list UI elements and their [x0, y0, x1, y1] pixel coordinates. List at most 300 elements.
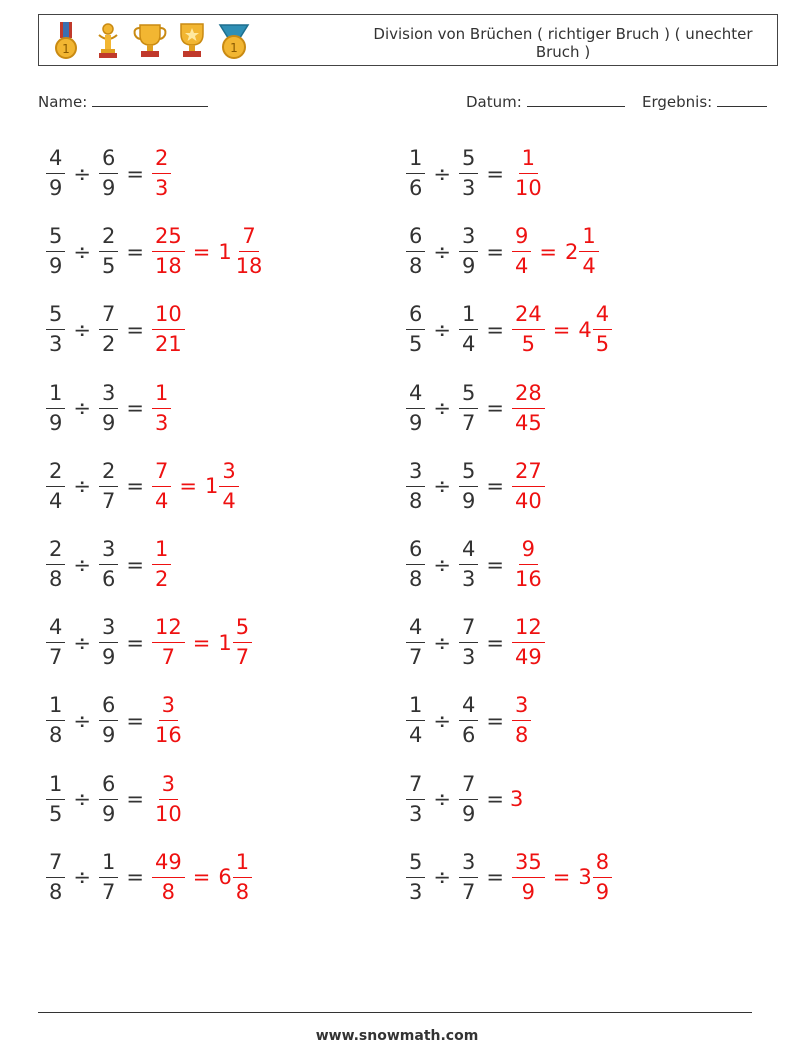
- fraction: [99, 458, 118, 515]
- problem-item: [404, 223, 601, 280]
- fraction: [46, 536, 65, 593]
- denominator: 3: [409, 879, 423, 904]
- divide-sign: ÷: [433, 396, 451, 421]
- denominator: 4: [222, 488, 236, 513]
- divide-sign: ÷: [433, 474, 451, 499]
- denominator: 9: [101, 801, 116, 826]
- fraction: [152, 692, 185, 749]
- fraction: [512, 692, 531, 749]
- numerator: 1: [46, 692, 65, 721]
- denominator: 4: [49, 488, 63, 513]
- fraction: [512, 145, 545, 202]
- denominator: 9: [595, 879, 610, 904]
- mixed-fraction: [233, 614, 252, 671]
- fraction: [406, 771, 425, 828]
- denominator: 3: [49, 332, 63, 357]
- equals-sign: =: [126, 396, 144, 421]
- mixed-fraction: [579, 223, 598, 280]
- divide-sign: ÷: [73, 708, 91, 733]
- numerator: 4: [459, 692, 478, 721]
- denominator: 6: [461, 723, 476, 748]
- fraction: [46, 145, 65, 202]
- problem-item: [44, 692, 187, 749]
- numerator: 4: [406, 380, 425, 409]
- denominator: 4: [154, 488, 169, 513]
- equals-sign: =: [192, 865, 211, 890]
- denominator: 3: [461, 645, 476, 670]
- denominator: 18: [235, 254, 263, 279]
- numerator: 6: [99, 145, 118, 174]
- divide-sign: ÷: [73, 787, 91, 812]
- mixed-number: [203, 458, 241, 515]
- numerator: 7: [99, 301, 118, 330]
- fraction: [46, 223, 65, 280]
- divide-sign: ÷: [433, 317, 451, 342]
- divide-sign: ÷: [73, 239, 91, 264]
- denominator: 9: [101, 176, 116, 200]
- fraction: [99, 536, 118, 593]
- numerator: 4: [593, 301, 612, 330]
- denominator: 8: [235, 879, 250, 904]
- mixed-whole: 1: [218, 630, 232, 655]
- numerator: 3: [159, 692, 178, 721]
- fraction: [152, 145, 171, 202]
- denominator: 10: [514, 176, 542, 200]
- equals-sign: =: [126, 239, 144, 264]
- mixed-fraction: [593, 849, 612, 906]
- footer-url: www.snowmath.com: [315, 1028, 479, 1044]
- denominator: 7: [49, 645, 63, 670]
- fraction: [46, 614, 65, 671]
- equals-sign: =: [126, 161, 144, 186]
- numerator: 3: [99, 614, 118, 643]
- denominator: 16: [154, 723, 182, 748]
- fraction: [406, 301, 425, 358]
- equals-sign: =: [486, 552, 504, 577]
- fraction: [406, 145, 425, 202]
- numerator: 28: [512, 380, 545, 409]
- divide-sign: ÷: [73, 865, 91, 890]
- numerator: 3: [459, 223, 478, 252]
- numerator: 3: [406, 458, 425, 487]
- denominator: 4: [409, 723, 423, 748]
- denominator: 9: [49, 410, 63, 435]
- numerator: 12: [152, 614, 185, 643]
- mixed-number: [216, 223, 267, 280]
- trophy-cup-icon: [131, 21, 169, 61]
- fraction: [459, 771, 478, 828]
- denominator: 5: [49, 801, 63, 826]
- fraction: [459, 692, 478, 749]
- denominator: 45: [514, 410, 542, 435]
- denominator: 7: [101, 879, 116, 904]
- problem-item: [404, 771, 523, 828]
- equals-sign: =: [126, 317, 144, 342]
- fraction: [99, 692, 118, 749]
- footer-divider: [38, 1012, 752, 1013]
- equals-sign: =: [486, 787, 504, 812]
- denominator: 4: [582, 254, 596, 279]
- fraction: [512, 849, 545, 906]
- fraction: [406, 223, 425, 280]
- numerator: 1: [459, 301, 478, 330]
- denominator: 5: [595, 332, 610, 357]
- fraction: [152, 458, 171, 515]
- numerator: 7: [406, 771, 425, 800]
- fraction: [99, 301, 118, 358]
- denominator: 9: [461, 254, 476, 279]
- fraction: [46, 458, 65, 515]
- problem-item: [404, 614, 547, 671]
- denominator: 4: [461, 332, 476, 357]
- denominator: 6: [409, 176, 423, 200]
- header-icons: [47, 21, 253, 61]
- denominator: 40: [514, 488, 542, 513]
- equals-sign: =: [486, 474, 504, 499]
- numerator: 2: [99, 223, 118, 252]
- numerator: 1: [46, 380, 65, 409]
- numerator: 5: [459, 145, 478, 174]
- equals-sign: =: [486, 865, 504, 890]
- mixed-whole: 3: [578, 865, 592, 890]
- result-field: [642, 92, 767, 111]
- denominator: 8: [161, 879, 176, 904]
- result-blank[interactable]: [717, 92, 767, 107]
- divide-sign: ÷: [73, 396, 91, 421]
- numerator: 5: [233, 614, 252, 643]
- denominator: 8: [409, 488, 423, 513]
- numerator: 4: [406, 614, 425, 643]
- denominator: 3: [461, 567, 476, 591]
- fraction: [152, 614, 185, 671]
- denominator: 18: [154, 254, 182, 279]
- denominator: 9: [49, 176, 63, 200]
- fraction: [99, 614, 118, 671]
- denominator: 9: [461, 801, 476, 826]
- denominator: 3: [154, 410, 169, 435]
- result-label: Ergebnis:: [642, 93, 713, 111]
- equals-sign: =: [539, 239, 557, 264]
- mixed-whole: 1: [218, 239, 232, 264]
- numerator: 9: [519, 536, 538, 565]
- divide-sign: ÷: [433, 708, 451, 733]
- mixed-number: [216, 614, 254, 671]
- fraction: [459, 849, 478, 906]
- problem-item: [404, 458, 547, 515]
- date-blank[interactable]: [527, 92, 625, 107]
- fraction: [99, 849, 118, 906]
- numerator: 3: [459, 849, 478, 878]
- mixed-fraction: [593, 301, 612, 358]
- denominator: 3: [461, 176, 476, 200]
- date-label: Datum:: [466, 93, 522, 111]
- fraction: [512, 301, 545, 358]
- numerator: 9: [512, 223, 531, 252]
- numerator: 2: [46, 536, 65, 565]
- numerator: 5: [46, 223, 65, 252]
- fraction: [459, 458, 478, 515]
- denominator: 9: [49, 254, 63, 279]
- denominator: 8: [409, 254, 423, 279]
- star-trophy-icon: [173, 21, 211, 61]
- fraction: [46, 849, 65, 906]
- numerator: 2: [99, 458, 118, 487]
- numerator: 1: [233, 849, 252, 878]
- divide-sign: ÷: [433, 630, 451, 655]
- divide-sign: ÷: [433, 161, 451, 186]
- problem-item: [44, 380, 173, 437]
- denominator: 2: [101, 332, 116, 357]
- answer-whole: 3: [509, 787, 524, 812]
- denominator: 2: [154, 567, 169, 591]
- equals-sign: =: [552, 865, 571, 890]
- numerator: 2: [152, 145, 171, 174]
- denominator: 21: [154, 332, 182, 357]
- equals-sign: =: [179, 474, 197, 499]
- problem-item: [404, 536, 547, 593]
- divide-sign: ÷: [73, 317, 91, 342]
- fraction: [459, 536, 478, 593]
- numerator: 3: [99, 536, 118, 565]
- denominator: 5: [521, 332, 536, 357]
- fraction: [99, 771, 118, 828]
- mixed-number: [576, 301, 614, 358]
- mixed-fraction: [233, 223, 266, 280]
- divide-sign: ÷: [433, 865, 451, 890]
- mixed-fraction: [233, 849, 252, 906]
- fraction: [406, 614, 425, 671]
- denominator: 8: [409, 567, 423, 591]
- problem-item: [44, 849, 254, 906]
- numerator: 27: [512, 458, 545, 487]
- equals-sign: =: [486, 630, 504, 655]
- date-field: [466, 92, 625, 111]
- numerator: 6: [406, 301, 425, 330]
- fraction: [152, 849, 185, 906]
- numerator: 3: [99, 380, 118, 409]
- numerator: 4: [46, 145, 65, 174]
- fraction: [406, 458, 425, 515]
- mixed-whole: 2: [564, 239, 579, 264]
- numerator: 3: [512, 692, 531, 721]
- numerator: 4: [459, 536, 478, 565]
- name-label: Name:: [38, 93, 88, 111]
- numerator: 5: [459, 458, 478, 487]
- fraction: [152, 771, 185, 828]
- worksheet-header: [38, 14, 778, 66]
- divide-sign: ÷: [73, 474, 91, 499]
- denominator: 6: [101, 567, 116, 591]
- numerator: 5: [46, 301, 65, 330]
- mixed-number: [563, 223, 601, 280]
- problem-item: [404, 145, 547, 202]
- denominator: 5: [409, 332, 423, 357]
- fraction: [459, 223, 478, 280]
- medal-ribbon-icon: [47, 21, 85, 61]
- numerator: 10: [152, 301, 185, 330]
- numerator: 12: [512, 614, 545, 643]
- fraction: [459, 145, 478, 202]
- denominator: 7: [161, 645, 176, 670]
- mixed-whole: 6: [218, 865, 232, 890]
- fraction: [406, 380, 425, 437]
- divide-sign: ÷: [73, 161, 91, 186]
- numerator: 3: [159, 771, 178, 800]
- fraction: [512, 458, 545, 515]
- mixed-whole: 1: [204, 474, 219, 499]
- numerator: 1: [99, 849, 118, 878]
- divide-sign: ÷: [73, 552, 91, 577]
- numerator: 1: [406, 145, 425, 174]
- denominator: 16: [514, 567, 542, 591]
- numerator: 8: [593, 849, 612, 878]
- divide-sign: ÷: [433, 787, 451, 812]
- problem-item: [44, 771, 187, 828]
- problem-item: [404, 301, 614, 358]
- denominator: 7: [461, 879, 476, 904]
- fraction: [459, 380, 478, 437]
- equals-sign: =: [126, 474, 144, 499]
- equals-sign: =: [192, 239, 211, 264]
- numerator: 6: [99, 771, 118, 800]
- fraction: [46, 301, 65, 358]
- denominator: 4: [514, 254, 529, 279]
- fraction: [152, 301, 185, 358]
- numerator: 49: [152, 849, 185, 878]
- medal-badge-icon: [215, 21, 253, 61]
- numerator: 1: [406, 692, 425, 721]
- divide-sign: ÷: [433, 552, 451, 577]
- equals-sign: =: [126, 865, 144, 890]
- fraction: [512, 614, 545, 671]
- problem-item: [44, 223, 267, 280]
- equals-sign: =: [486, 161, 504, 186]
- problem-item: [404, 692, 533, 749]
- denominator: 9: [461, 488, 476, 513]
- denominator: 3: [154, 176, 169, 200]
- problem-item: [44, 614, 254, 671]
- numerator: 6: [406, 223, 425, 252]
- numerator: 7: [239, 223, 258, 252]
- divide-sign: ÷: [433, 239, 451, 264]
- svg-text:1: 1: [62, 42, 70, 56]
- fraction: [99, 145, 118, 202]
- denominator: 8: [514, 723, 529, 748]
- fraction: [99, 380, 118, 437]
- problem-item: [44, 145, 173, 202]
- problem-item: [404, 849, 614, 906]
- fraction: [46, 380, 65, 437]
- problem-item: [44, 301, 187, 358]
- equals-sign: =: [126, 552, 144, 577]
- problem-item: [44, 536, 173, 593]
- fraction: [406, 849, 425, 906]
- numerator: 1: [152, 536, 171, 565]
- fraction: [406, 692, 425, 749]
- fraction: [46, 692, 65, 749]
- equals-sign: =: [126, 708, 144, 733]
- equals-sign: =: [552, 317, 571, 342]
- numerator: 6: [99, 692, 118, 721]
- fraction: [459, 301, 478, 358]
- equals-sign: =: [486, 396, 504, 421]
- numerator: 7: [46, 849, 65, 878]
- fraction: [152, 380, 171, 437]
- divide-sign: ÷: [73, 630, 91, 655]
- figure-trophy-icon: [89, 21, 127, 61]
- mixed-number: [216, 849, 254, 906]
- fraction: [512, 380, 545, 437]
- numerator: 7: [459, 614, 478, 643]
- numerator: 7: [152, 458, 171, 487]
- numerator: 5: [459, 380, 478, 409]
- equals-sign: =: [126, 787, 144, 812]
- equals-sign: =: [486, 708, 504, 733]
- denominator: 7: [409, 645, 423, 670]
- numerator: 5: [406, 849, 425, 878]
- equals-sign: =: [486, 317, 504, 342]
- svg-text:1: 1: [230, 41, 238, 55]
- denominator: 9: [521, 879, 536, 904]
- equals-sign: =: [192, 630, 211, 655]
- fraction: [152, 536, 171, 593]
- mixed-fraction: [219, 458, 238, 515]
- denominator: 49: [514, 645, 542, 670]
- equals-sign: =: [486, 239, 504, 264]
- denominator: 8: [49, 723, 63, 748]
- fraction: [459, 614, 478, 671]
- problem-item: [404, 380, 547, 437]
- fraction: [46, 771, 65, 828]
- numerator: 4: [46, 614, 65, 643]
- fraction: [152, 223, 185, 280]
- numerator: 1: [579, 223, 598, 252]
- fraction: [99, 223, 118, 280]
- denominator: 5: [101, 254, 116, 279]
- denominator: 7: [461, 410, 476, 435]
- denominator: 8: [49, 879, 63, 904]
- denominator: 10: [154, 801, 182, 826]
- denominator: 9: [409, 410, 423, 435]
- equals-sign: =: [126, 630, 144, 655]
- numerator: 2: [46, 458, 65, 487]
- numerator: 1: [152, 380, 171, 409]
- denominator: 9: [101, 410, 116, 435]
- denominator: 9: [101, 723, 116, 748]
- fraction: [512, 536, 545, 593]
- numerator: 35: [512, 849, 545, 878]
- numerator: 3: [219, 458, 238, 487]
- denominator: 7: [235, 645, 250, 670]
- numerator: 7: [459, 771, 478, 800]
- numerator: 24: [512, 301, 545, 330]
- fraction: [512, 223, 531, 280]
- denominator: 7: [101, 488, 116, 513]
- worksheet-title: Division von Brüchen ( richtiger Bruch ) ( unechter Bruch ): [373, 25, 753, 61]
- numerator: 6: [406, 536, 425, 565]
- numerator: 25: [152, 223, 185, 252]
- name-blank[interactable]: [92, 92, 208, 107]
- fraction: [406, 536, 425, 593]
- denominator: 3: [409, 801, 423, 826]
- mixed-number: [576, 849, 614, 906]
- problem-item: [44, 458, 241, 515]
- numerator: 1: [519, 145, 538, 174]
- name-field: [38, 92, 208, 111]
- denominator: 9: [101, 645, 116, 670]
- mixed-whole: 4: [578, 317, 592, 342]
- numerator: 1: [46, 771, 65, 800]
